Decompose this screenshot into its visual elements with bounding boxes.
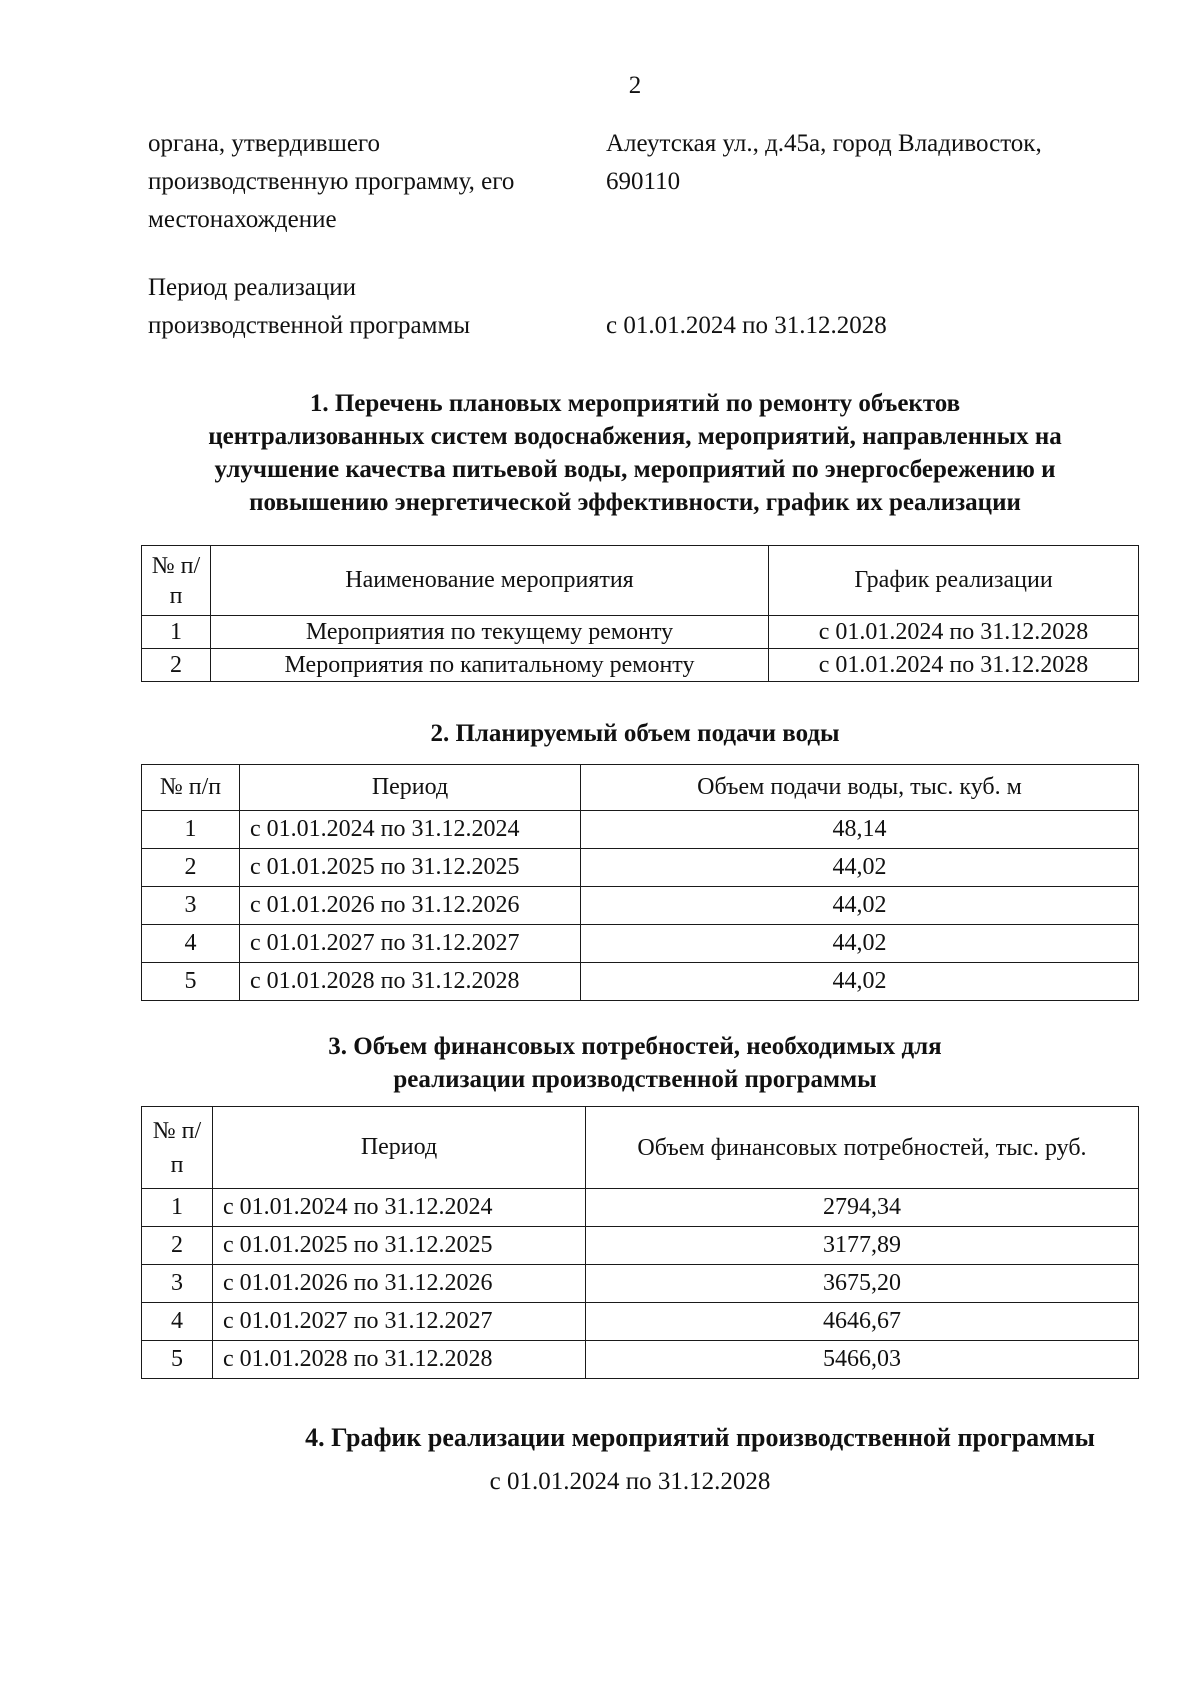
section4-title: 4. График реализации мероприятий производственной программы <box>305 1423 1095 1452</box>
section1-title-line: повышению энергетической эффективности, график их реализации <box>249 489 1021 516</box>
authority-address-line: Алеутская ул., д.45а, город Владивосток, <box>606 130 1042 157</box>
row-amount: 3177,89 <box>586 1227 1139 1265</box>
section3-title-line: реализации производственной программы <box>393 1066 877 1093</box>
table-header-row <box>142 765 1139 811</box>
row-volume: 44,02 <box>581 925 1139 963</box>
header-period: Период <box>213 1107 586 1189</box>
row-period: с 01.01.2024 по 31.12.2024 <box>213 1189 586 1227</box>
row-period: с 01.01.2025 по 31.12.2025 <box>240 849 581 887</box>
period-label-line: Период реализации <box>148 274 356 301</box>
row-activity: Мероприятия по капитальному ремонту <box>211 649 769 682</box>
row-number: 4 <box>142 1303 213 1341</box>
section3-title-line: 3. Объем финансовых потребностей, необходимых для <box>328 1033 942 1060</box>
period-label-line: производственной программы <box>148 312 471 339</box>
header-number: № п/п <box>142 765 240 811</box>
authority-address <box>606 125 1108 239</box>
period-row <box>148 269 1108 345</box>
table-row <box>142 1303 1139 1341</box>
row-number: 1 <box>142 1189 213 1227</box>
authority-row <box>148 125 1108 239</box>
header-number: № п/п <box>142 546 211 616</box>
authority-label-line: производственную программу, его <box>148 168 515 195</box>
row-number: 5 <box>142 1341 213 1379</box>
row-period: с 01.01.2027 по 31.12.2027 <box>240 925 581 963</box>
row-number: 1 <box>142 616 211 649</box>
row-schedule: с 01.01.2024 по 31.12.2028 <box>769 616 1139 649</box>
section1-title-line: улучшение качества питьевой воды, мероприятий по энергосбережению и <box>214 456 1056 483</box>
row-period: с 01.01.2028 по 31.12.2028 <box>213 1341 586 1379</box>
period-value: с 01.01.2024 по 31.12.2028 <box>606 312 887 339</box>
table-row <box>142 649 1139 682</box>
row-number: 3 <box>142 1265 213 1303</box>
row-period: с 01.01.2026 по 31.12.2026 <box>213 1265 586 1303</box>
row-number: 3 <box>142 887 240 925</box>
row-period: с 01.01.2027 по 31.12.2027 <box>213 1303 586 1341</box>
row-amount: 5466,03 <box>586 1341 1139 1379</box>
header-period: Период <box>240 765 581 811</box>
row-volume: 44,02 <box>581 963 1139 1001</box>
table-header-row <box>142 546 1139 616</box>
financial-needs-table <box>141 1106 1139 1379</box>
row-activity: Мероприятия по текущему ремонту <box>211 616 769 649</box>
table-row <box>142 887 1139 925</box>
table-row <box>142 849 1139 887</box>
section4-period: с 01.01.2024 по 31.12.2028 <box>489 1468 771 1495</box>
activities-table <box>141 545 1139 682</box>
header-financial-volume: Объем финансовых потребностей, тыс. руб. <box>586 1107 1139 1189</box>
row-period: с 01.01.2025 по 31.12.2025 <box>213 1227 586 1265</box>
table-row <box>142 1265 1139 1303</box>
section2-title: 2. Планируемый объем подачи воды <box>430 720 840 747</box>
info-block <box>148 125 1108 345</box>
section1-title-line: 1. Перечень плановых мероприятий по ремонту объектов <box>309 390 961 417</box>
row-number: 2 <box>142 649 211 682</box>
authority-label-line: местонахождение <box>148 206 337 233</box>
table-header-row <box>142 1107 1139 1189</box>
row-period: с 01.01.2028 по 31.12.2028 <box>240 963 581 1001</box>
authority-label <box>148 125 606 239</box>
row-number: 5 <box>142 963 240 1001</box>
row-number: 2 <box>142 849 240 887</box>
header-schedule: График реализации <box>769 546 1139 616</box>
table-row <box>142 811 1139 849</box>
page-number: 2 <box>628 72 642 99</box>
row-period: с 01.01.2024 по 31.12.2024 <box>240 811 581 849</box>
section1-title-line: централизованных систем водоснабжения, мероприятий, направленных на <box>208 423 1062 450</box>
table-row <box>142 1227 1139 1265</box>
table-row <box>142 963 1139 1001</box>
row-volume: 48,14 <box>581 811 1139 849</box>
water-volume-table <box>141 764 1139 1001</box>
header-volume: Объем подачи воды, тыс. куб. м <box>581 765 1139 811</box>
table-row <box>142 1341 1139 1379</box>
row-schedule: с 01.01.2024 по 31.12.2028 <box>769 649 1139 682</box>
table-row <box>142 616 1139 649</box>
row-volume: 44,02 <box>581 887 1139 925</box>
row-amount: 4646,67 <box>586 1303 1139 1341</box>
row-number: 1 <box>142 811 240 849</box>
authority-address-line: 690110 <box>606 168 681 195</box>
section3-title <box>130 1030 1140 1096</box>
row-number: 2 <box>142 1227 213 1265</box>
table-row <box>142 1189 1139 1227</box>
authority-label-line: органа, утвердившего <box>148 130 381 157</box>
header-number: № п/п <box>142 1107 213 1189</box>
period-label <box>148 269 606 345</box>
row-volume: 44,02 <box>581 849 1139 887</box>
section1-title <box>130 387 1140 519</box>
row-amount: 2794,34 <box>586 1189 1139 1227</box>
row-period: с 01.01.2026 по 31.12.2026 <box>240 887 581 925</box>
row-number: 4 <box>142 925 240 963</box>
header-activity-name: Наименование мероприятия <box>211 546 769 616</box>
table-row <box>142 925 1139 963</box>
row-amount: 3675,20 <box>586 1265 1139 1303</box>
